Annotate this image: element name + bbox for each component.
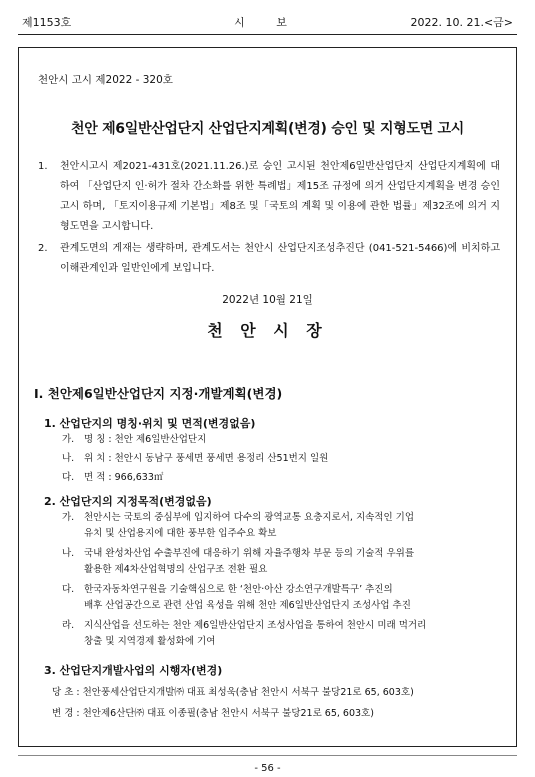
notice-item-2 [38,239,500,279]
item-number: 2. [38,243,48,254]
list-item: 다. 면 적 : 966,633㎡ [62,472,164,483]
issuer-name: 천 안 시 장 [207,321,328,340]
list-item: 다. 한국자동차연구원을 기술핵심으로 한 ‘천안·아산 강소연구개발특구’ 추진의 배후 산업공간으로 관련 산업 육성을 위해 천안 제6일반산업단지 조성사업 추진 [62,584,411,611]
notice-title: 천안 제6일반산업단지 산업단지계획(변경) 승인 및 지형도면 고시 [71,121,464,137]
list-item: 가. 천안시는 국토의 중심부에 입지하여 다수의 광역교통 요충지로서, 지속적인 기업 유치 및 산업용지에 대한 풍부한 입주수요 확보 [62,512,415,539]
publication-name: 시 보 [234,16,301,29]
notice-number: 천안시 고시 제2022 - 320호 [38,74,173,86]
issue-number: 제1153호 [22,16,72,29]
section-title: Ⅰ. 천안제6일반산업단지 지정·개발계획(변경) [34,386,283,401]
page-number: - 56 - [254,763,281,774]
publication-date: 2022. 10. 21.<금> [410,16,513,29]
notice-item-1 [38,157,500,237]
list-item: 라. 지식산업을 선도하는 천안 제6일반산업단지 조성사업을 통하여 천안시 미래 먹거리 창출 및 지역경제 활성화에 기여 [62,620,427,647]
header-divider [18,34,517,35]
item-text: 관계도면의 게재는 생략하며, 관계도서는 천안시 산업단지조성추진단 (041-521-5466)에 비치하고 이해관계인과 일반인에게 보입니다. [60,243,500,274]
item-text: 천안시고시 제2021-431호(2021.11.26.)로 승인 고시된 천안제6일반산업단지 산업단지계획에 대하여 「산업단지 인·허가 절차 간소화를 위한 특례법」제15조 규정에 의거 산업단지계획을 변경 승인 고시 하며, 「토지이용규제 기본법」제8조 및「국토의 계획 및 이용에 관한 법률」제32조에 의거 지형도면을 고시합니다. [60,161,500,232]
list-item: 나. 국내 완성차산업 수출부진에 대응하기 위해 자율주행차 부문 등의 기술적 우위를 활용한 제4차산업혁명의 산업구조 전환 필요 [62,548,415,575]
subsection-title-2: 2. 산업단지의 지정목적(변경없음) [44,495,212,508]
list-item: 가. 명 칭 : 천안 제6일반산업단지 [62,434,207,445]
list-item: 나. 위 치 : 천안시 동남구 풍세면 풍세면 용정리 산51번지 일원 [62,453,329,464]
changed-implementer: 변 경 : 천안제6산단㈜ 대표 이종필(충남 천안시 서북구 불당21로 65, 603호) [52,708,374,719]
item-number: 1. [38,161,48,172]
footer-divider [18,755,517,756]
subsection-title-3: 3. 산업단지개발사업의 시행자(변경) [44,664,223,677]
subsection-title-1: 1. 산업단지의 명칭·위치 및 면적(변경없음) [44,417,256,430]
page-header [22,14,513,34]
notice-date: 2022년 10월 21일 [222,294,313,306]
original-implementer: 당 초 : 천안풍세산업단지개발㈜ 대표 최성욱(충남 천안시 서북구 불당21로 65, 603호) [52,687,414,698]
